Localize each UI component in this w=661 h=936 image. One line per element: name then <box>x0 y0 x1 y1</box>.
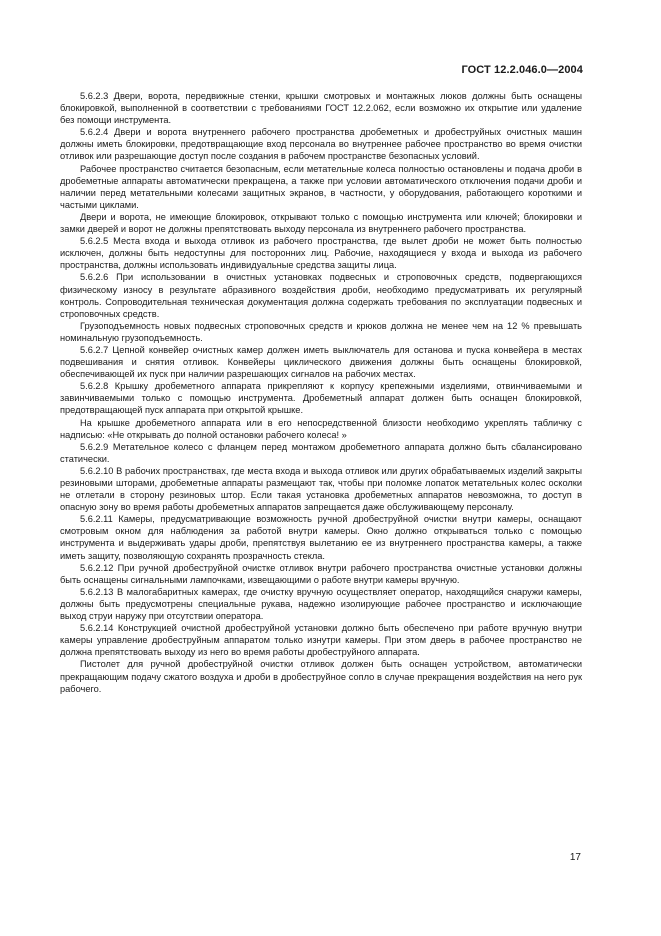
paragraph: 5.6.2.8 Крышку дробеметного аппарата прикрепляют к корпусу крепежными изделиями, отвинчиваемыми и завинчиваемыми только с помощью инструмента. Дробеметный аппарат должен быть оснащен блокировкой, предотвращающей пуск аппарата при открытой крышке. <box>60 381 582 416</box>
paragraph: 5.6.2.11 Камеры, предусматривающие возможность ручной дробеструйной очистки внутри камеры, оснащают смотровым окном для наблюдения за работой внутри камеры. Окно должно открываться только с помощью инструмента и выдерживать удары дроби, препятствуя вылетанию ее из внутреннего пространства камеры, а также иметь защиту, позволяющую сохранять прозрачность стекла. <box>60 514 582 561</box>
paragraph: 5.6.2.10 В рабочих пространствах, где места входа и выхода отливок или других обрабатываемых изделий закрыты резиновыми шторами, дробеметные аппараты размещают так, чтобы при поломке лопаток метательных колес осколки не отлетали в сторону резиновых штор. Если такая установка дробеметных аппаратов невозможна, то доступ в опасную зону во время работы дробеметных аппаратов запрещается даже обслуживающему персоналу. <box>60 465 582 513</box>
paragraph: На крышке дробеметного аппарата или в его непосредственной близости необходимо укреплять табличку с надписью: «Не открывать до полной остановки рабочего колеса! » <box>60 417 582 440</box>
paragraph: 5.6.2.13 В малогабаритных камерах, где очистку вручную осуществляет оператор, находящийся снаружи камеры, должны быть предусмотрены специальные рукава, надежно изолирующие рабочее пространство и исключающие выход струи наружу при отсутствии оператора. <box>60 586 582 622</box>
paragraph: Двери и ворота, не имеющие блокировок, открывают только с помощью инструмента или ключей; блокировки и замки дверей и ворот не должны препятствовать выходу персонала из внутреннего рабочего пространства. <box>60 211 582 235</box>
paragraph: 5.6.2.4 Двери и ворота внутреннего рабочего пространства дробеметных и дробеструйных очистных машин должны иметь блокировки, предотвращающие вход персонала во внутреннее рабочее пространство во время очистки отливок или разрешающие доступ после создания в рабочем пространстве безопасных условий. <box>60 127 582 162</box>
paragraph: 5.6.2.9 Метательное колесо с фланцем перед монтажом дробеметного аппарата должно быть сбалансировано статически. <box>60 441 582 464</box>
paragraph: Грузоподъемность новых подвесных строповочных средств и крюков должна не менее чем на 12 % превышать номинальную грузоподъемность. <box>60 320 582 343</box>
paragraph: 5.6.2.12 При ручной дробеструйной очистке отливок внутри рабочего пространства очистные установки должны быть оснащены сигнальными лампочками, извещающими о работе внутри камеры вручную. <box>60 562 582 585</box>
page-number: 17 <box>569 852 581 863</box>
paragraph: Рабочее пространство считается безопасным, если метательные колеса полностью остановлены и подача дроби в дробеметные аппараты автоматически прекращена, а также при условии автоматического отключения подачи дроби и наличии перед метательными колесами защитных экранов, в частности, у оборудования, работающего короткими и частыми циклами. <box>60 163 582 210</box>
paragraph: 5.6.2.6 При использовании в очистных установках подвесных и строповочных средств, подвергающихся физическому износу в результате абразивного воздействия дроби, необходимо предусматривать их регулярный контроль. Сопроводительная техническая документация должна содержать требования по эксплуатации подвесных и строповочных средств. <box>60 272 582 319</box>
paragraph: 5.6.2.5 Места входа и выхода отливок из рабочего пространства, где вылет дроби не может быть полностью исключен, должны быть недоступны для посторонних лиц. Рабочие, находящиеся у входа и выхода из рабочего пространства, должны использовать индивидуальные средства защиты лица. <box>60 236 582 271</box>
paragraph: Пистолет для ручной дробеструйной очистки отливок должен быть оснащен устройством, автоматически прекращающим подачу сжатого воздуха и дроби в дробеструйное сопло в случае прекращения воздействия на него рук рабочего. <box>60 659 582 694</box>
document-body <box>60 90 582 695</box>
paragraph: 5.6.2.3 Двери, ворота, передвижные стенки, крышки смотровых и монтажных люков должны быть оснащены блокировкой, выполненной в соответствии с требованиями ГОСТ 12.2.062, если возможно их открытие или удаление без помощи инструмента. <box>60 91 582 126</box>
paragraph: 5.6.2.7 Цепной конвейер очистных камер должен иметь выключатель для останова и пуска конвейера в местах подвешивания и снятия отливок. Конвейеры циклического движения должны быть оснащены блокировкой, обеспечивающей их пуск при наличии разрешающих сигналов на рабочих местах. <box>60 344 582 380</box>
paragraph: 5.6.2.14 Конструкцией очистной дробеструйной установки должно быть обеспечено при работе вручную внутри камеры управление дробеструйным аппаратом только изнутри камеры. При этом дверь в рабочее пространство не должна препятствовать выходу из него во время работы дробеструйного аппарата. <box>60 623 582 658</box>
document-header: ГОСТ 12.2.046.0—2004 <box>461 64 583 76</box>
